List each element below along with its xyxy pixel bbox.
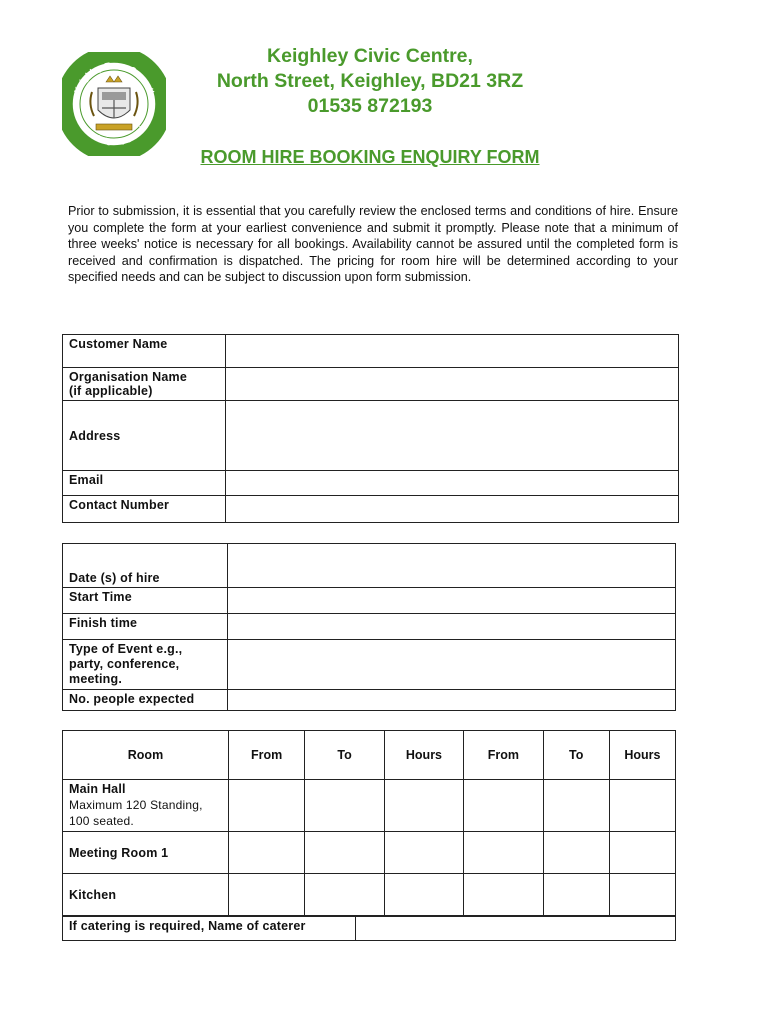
meeting-room-to-2[interactable] <box>543 832 609 874</box>
venue-header <box>150 44 590 119</box>
main-hall-from-1[interactable] <box>228 780 304 832</box>
main-hall-capacity-1: Maximum 120 Standing, <box>69 798 203 812</box>
organisation-label-line2: (if applicable) <box>69 384 153 398</box>
event-type-field[interactable] <box>228 640 676 690</box>
kitchen-to-1[interactable] <box>305 874 384 916</box>
form-title: ROOM HIRE BOOKING ENQUIRY FORM <box>200 147 540 167</box>
logo-ring-bottom: www.keighley.gov.uk <box>80 122 148 147</box>
address-field[interactable] <box>226 401 679 471</box>
main-hall-to-1[interactable] <box>305 780 384 832</box>
contact-number-label: Contact Number <box>63 496 226 523</box>
col-room: Room <box>63 731 229 780</box>
kitchen-hours-1[interactable] <box>384 874 463 916</box>
organisation-label-line1: Organisation Name <box>69 370 188 384</box>
table-row <box>63 874 676 916</box>
col-to-2: To <box>543 731 609 780</box>
main-hall-title: Main Hall <box>69 782 126 796</box>
start-time-label: Start Time <box>63 588 228 614</box>
venue-name: Keighley Civic Centre, <box>267 45 473 67</box>
kitchen-label: Kitchen <box>63 874 229 916</box>
event-type-line2: party, conference, <box>69 657 180 671</box>
customer-details-table <box>62 334 679 523</box>
email-label: Email <box>63 471 226 496</box>
contact-number-field[interactable] <box>226 496 679 523</box>
event-type-line3: meeting. <box>69 672 122 686</box>
kitchen-from-1[interactable] <box>228 874 304 916</box>
caterer-label: If catering is required, Name of caterer <box>63 917 356 941</box>
meeting-room-hours-2[interactable] <box>609 832 675 874</box>
main-hall-hours-1[interactable] <box>384 780 463 832</box>
event-details-table <box>62 543 676 711</box>
meeting-room-to-1[interactable] <box>305 832 384 874</box>
col-to-1: To <box>305 731 384 780</box>
people-expected-label: No. people expected <box>63 690 228 711</box>
kitchen-from-2[interactable] <box>464 874 543 916</box>
main-hall-label <box>63 780 229 832</box>
venue-address: North Street, Keighley, BD21 3RZ <box>216 70 524 92</box>
people-expected-field[interactable] <box>228 690 676 711</box>
venue-phone: 01535 872193 <box>307 95 433 117</box>
main-hall-to-2[interactable] <box>543 780 609 832</box>
meeting-room-from-1[interactable] <box>228 832 304 874</box>
main-hall-hours-2[interactable] <box>609 780 675 832</box>
catering-table <box>62 916 676 941</box>
col-from-1: From <box>228 731 304 780</box>
col-hours-1: Hours <box>384 731 463 780</box>
logo-ring-top: Keighley Town Council <box>71 59 157 95</box>
dates-field[interactable] <box>228 544 676 588</box>
meeting-room-hours-1[interactable] <box>384 832 463 874</box>
event-type-line1: Type of Event e.g., <box>69 642 183 656</box>
finish-time-field[interactable] <box>228 614 676 640</box>
intro-paragraph: Prior to submission, it is essential that you carefully review the enclosed terms and conditions of hire. Ensure you complete the form at your earliest convenience and submit it promptly. Please note that a minimum of three weeks' notice is necessary for all bookings. Availability cannot be assured until the completed form is received and confirmation is dispatched. The pricing for room hire will be determined according to your specified needs and can be subject to discussion upon form submission. <box>68 204 678 285</box>
dates-label: Date (s) of hire <box>63 544 228 588</box>
start-time-field[interactable] <box>228 588 676 614</box>
email-field[interactable] <box>226 471 679 496</box>
organisation-field[interactable] <box>226 368 679 401</box>
room-booking-table <box>62 730 676 916</box>
event-type-label <box>63 640 228 690</box>
main-hall-from-2[interactable] <box>464 780 543 832</box>
table-row <box>63 780 676 832</box>
meeting-room-label: Meeting Room 1 <box>63 832 229 874</box>
kitchen-hours-2[interactable] <box>609 874 675 916</box>
main-hall-capacity-2: 100 seated. <box>69 814 134 828</box>
customer-name-label: Customer Name <box>63 335 226 368</box>
table-row <box>63 832 676 874</box>
organisation-label <box>63 368 226 401</box>
col-from-2: From <box>464 731 543 780</box>
caterer-field[interactable] <box>356 917 676 941</box>
finish-time-label: Finish time <box>63 614 228 640</box>
address-label: Address <box>63 401 226 471</box>
meeting-room-from-2[interactable] <box>464 832 543 874</box>
kitchen-to-2[interactable] <box>543 874 609 916</box>
customer-name-field[interactable] <box>226 335 679 368</box>
col-hours-2: Hours <box>609 731 675 780</box>
